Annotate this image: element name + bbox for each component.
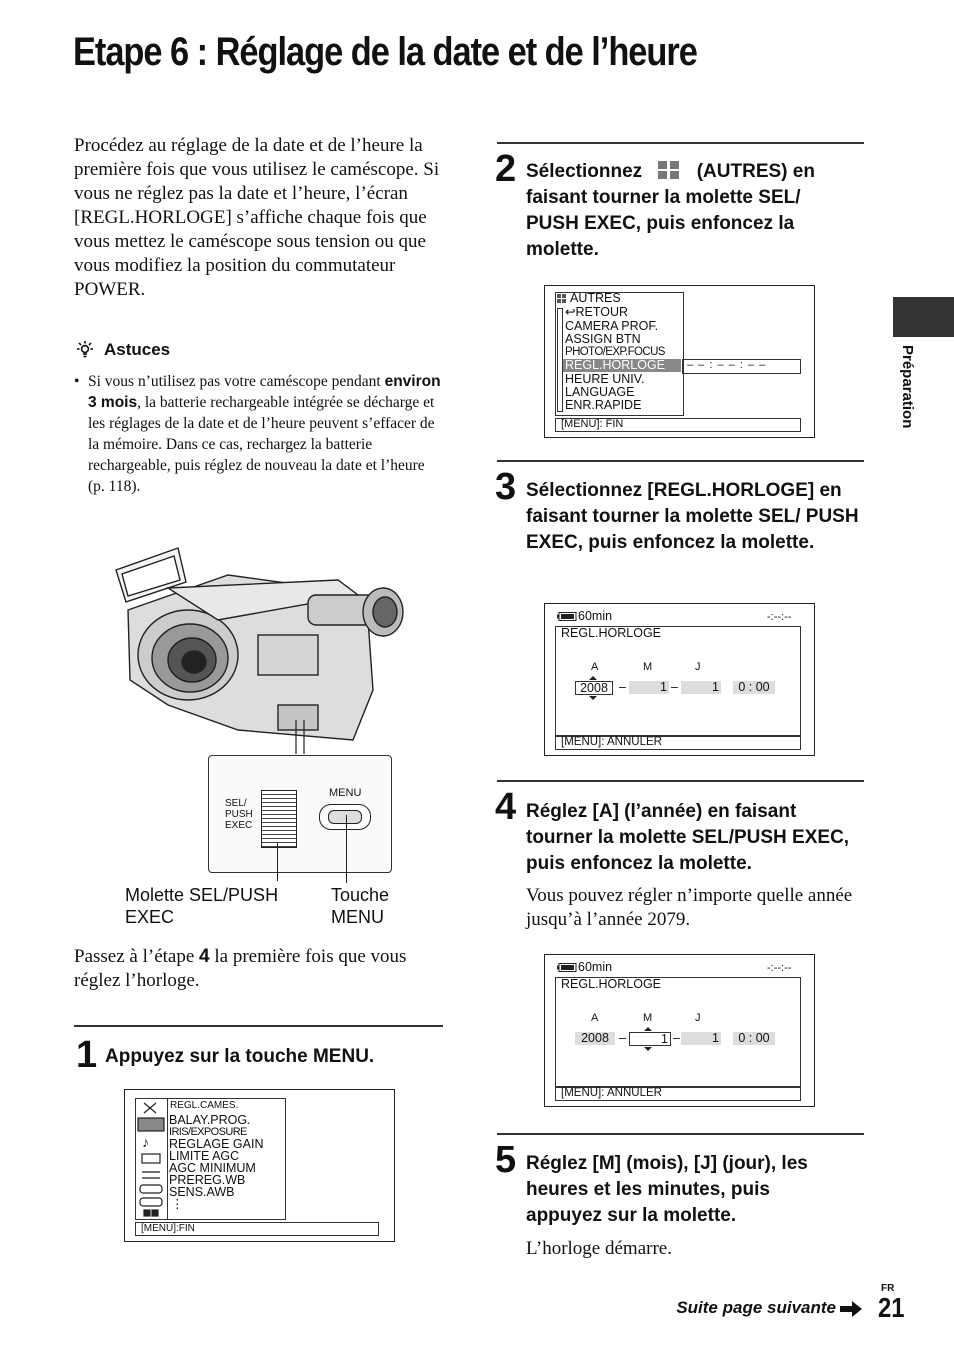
screen2-item: ASSIGN BTN: [565, 332, 641, 346]
camcorder-illustration: [108, 540, 408, 755]
screen3-label-m: M: [643, 661, 653, 673]
sel-label-3: EXEC: [225, 820, 253, 831]
step2-heading-post: (AUTRES) en faisant tourner la molette SEL/ PUSH EXEC, puis enfoncez la molette.: [526, 161, 815, 260]
screen3-year-field: 2008: [575, 681, 613, 695]
section-tab: [893, 297, 954, 337]
screen4-title: REGL.HORLOGE: [561, 977, 662, 991]
next-page-label: Suite page suivante: [676, 1298, 836, 1317]
dash: –: [673, 1031, 680, 1045]
step2-number: 2: [495, 148, 517, 190]
passez-post: la première fois que vous réglez l’horloge.: [74, 946, 407, 991]
screen4-label-m: M: [643, 1012, 653, 1024]
screen-regl-horloge-month: [544, 954, 815, 1107]
screen1-item: REGLAGE GAIN: [169, 1137, 264, 1151]
step1-number: 1: [76, 1034, 98, 1076]
screen1-footer: [MENU]:FIN: [141, 1223, 195, 1234]
screen-menu-cames: [124, 1089, 395, 1242]
passez-pre: Passez à l’étape: [74, 946, 200, 967]
screen3-day-field: 1: [681, 681, 721, 694]
dash: –: [619, 680, 626, 694]
step5-body: L’horloge démarre.: [526, 1238, 672, 1259]
section-label: [894, 345, 924, 455]
tip-bullet: •: [74, 373, 80, 390]
screen4-month-field: 1: [629, 1032, 671, 1046]
sel-label-2: PUSH: [225, 809, 253, 820]
battery-icon: [557, 963, 577, 972]
screen2-item: PHOTO/EXP.FOCUS: [565, 346, 665, 358]
controls-closeup: [208, 755, 392, 873]
screen4-footer: [MENU]: ANNULER: [561, 1087, 662, 1099]
screen1-item: LIMITE AGC: [169, 1149, 240, 1163]
screen-regl-horloge-year: [544, 603, 815, 756]
screen4-battery: 60min: [578, 960, 613, 974]
passez-note: [74, 945, 446, 993]
tip-heading-label: Astuces: [104, 340, 171, 359]
battery-icon: [557, 612, 577, 621]
screen1-item: AGC MINIMUM: [169, 1161, 256, 1175]
step5-number: 5: [495, 1139, 517, 1181]
step5-heading: Réglez [M] (mois), [J] (jour), les heures et les minutes, puis appuyez sur la molette.: [526, 1153, 808, 1226]
step2-heading: [526, 159, 856, 263]
screen2-item: HEURE UNIV.: [565, 372, 645, 386]
section-label-text: Préparation: [899, 345, 916, 429]
screen2-item: ENR.RAPIDE: [565, 398, 642, 412]
screen2-item-retour: ↩RETOUR: [565, 305, 629, 319]
menu-category-icons: [136, 1099, 166, 1219]
screen1-more: ⋮: [171, 1197, 184, 1211]
sel-label-1: SEL/: [225, 798, 247, 809]
arrow-right-icon: [840, 1301, 862, 1317]
menu-label: MENU: [329, 787, 362, 799]
dial-caption-line1: Molette SEL/PUSH: [125, 885, 279, 905]
step3-heading: Sélectionnez [REGL.HORLOGE] en faisant tourner la molette SEL/ PUSH EXEC, puis enfoncez la molette.: [526, 480, 859, 553]
step1-heading: Appuyez sur la touche MENU.: [105, 1046, 375, 1067]
svg-text:♪: ♪: [142, 1134, 149, 1150]
autres-icon: [655, 160, 683, 180]
dial-caption: [125, 884, 278, 928]
dash: –: [619, 1031, 626, 1045]
screen1-item: BALAY.PROG.: [169, 1113, 251, 1127]
screen2-item: LANGUAGE: [565, 385, 635, 399]
screen1-header: REGL.CAMES.: [170, 1100, 239, 1111]
tip-heading: [74, 340, 170, 360]
dial-caption-line2: EXEC: [125, 907, 175, 927]
screen3-clock-field: 0 : 00: [733, 681, 775, 694]
lightbulb-icon: [74, 340, 96, 360]
passez-bold: 4: [199, 946, 210, 967]
screen3-title: REGL.HORLOGE: [561, 626, 662, 640]
screen2-item: CAMERA PROF.: [565, 319, 659, 333]
step3-number: 3: [495, 466, 517, 508]
screen2-footer: [MENU]: FIN: [561, 418, 624, 430]
tip-text-bold: environ 3 mois: [88, 373, 441, 411]
tip-body: [74, 371, 444, 497]
return-icon: ↩: [565, 305, 576, 319]
sel-push-exec-dial[interactable]: [261, 790, 297, 848]
screen4-label-a: A: [591, 1012, 599, 1024]
step2-heading-pre: Sélectionnez: [526, 161, 643, 182]
screen1-item: IRIS/EXPOSURE: [169, 1126, 247, 1138]
screen4-year-field: 2008: [575, 1032, 615, 1045]
screen1-item: PREREG.WB: [169, 1173, 246, 1187]
screen4-clock-field: 0 : 00: [733, 1032, 775, 1045]
screen1-item: SENS.AWB: [169, 1185, 235, 1199]
step4-heading: Réglez [A] (l’année) en faisant tourner la molette SEL/PUSH EXEC, puis enfoncez la molette.: [526, 801, 850, 874]
arrows-icon: [587, 676, 599, 700]
menu-caption: [331, 884, 389, 928]
screen3-label-a: A: [591, 661, 599, 673]
step4-body: Vous pouvez régler n’importe quelle année jusqu’à l’année 2079.: [526, 885, 853, 930]
intro-text: Procédez au réglage de la date et de l’heure la première fois que vous utilisez le caméscope. Si vous ne réglez pas la date et l’heure, l’écran [REGL.HORLOGE] s’affiche chaque fois que vous mettez le caméscope sous tension ou que vous modifiez la position du commutateur POWER.: [74, 135, 440, 300]
step4-number: 4: [495, 786, 517, 828]
screen2-item-selected: REGL.HORLOGE: [563, 359, 681, 372]
screen2-header: AUTRES: [570, 291, 621, 305]
page-number: 21: [878, 1292, 905, 1323]
tip-text-pre: Si vous n’utilisez pas votre caméscope pendant: [88, 373, 385, 390]
screen3-battery: 60min: [578, 609, 613, 623]
language-code: FR: [881, 1283, 895, 1294]
screen4-time: -:--:--: [767, 962, 792, 974]
screen3-label-j: J: [695, 661, 701, 673]
screen3-footer: [MENU]: ANNULER: [561, 736, 662, 748]
dash: –: [671, 680, 678, 694]
menu-caption-line1: Touche: [331, 885, 390, 905]
arrows-icon: [642, 1027, 654, 1051]
menu-caption-line2: MENU: [331, 907, 384, 927]
screen-autres: [544, 285, 815, 438]
menu-button[interactable]: [319, 804, 371, 830]
page-title: Etape 6 : Réglage de la date et de l’heure: [73, 30, 697, 74]
screen2-value: – – : – – : – –: [687, 359, 767, 371]
screen4-day-field: 1: [681, 1032, 721, 1045]
screen3-time: -:--:--: [767, 611, 792, 623]
tip-text-post: , la batterie rechargeable intégrée se décharge et les réglages de la date et de l’heure peuvent s’effacer de la mémoire. Dans ce cas, rechargez la batterie rechargeable, puis réglez de nouveau la date et l’heure (p. 118).: [88, 394, 435, 495]
screen4-label-j: J: [695, 1012, 701, 1024]
screen3-month-field: 1: [629, 681, 669, 694]
